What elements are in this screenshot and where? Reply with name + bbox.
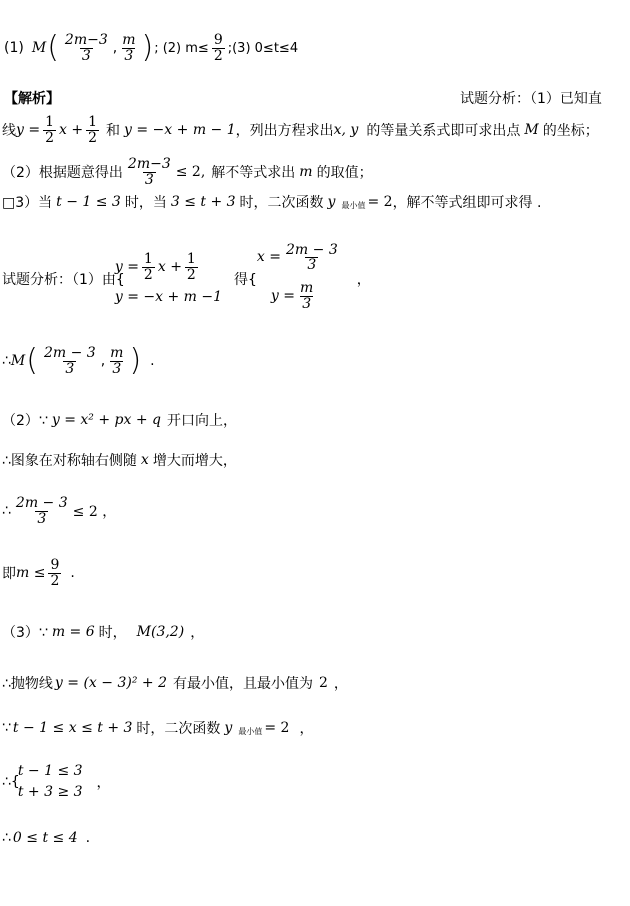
fraction: $\frac{2m-3}{3}$: [127, 155, 171, 188]
solution-2-line-3: ∴ $\frac{2m - 3}{3}$ ≤ 2 ，: [2, 494, 117, 527]
analysis-label: 【解析】: [4, 91, 60, 107]
fraction: $\frac{9}{2}$: [213, 31, 223, 64]
fraction: $\frac{m}{3}$: [300, 280, 314, 312]
fraction: $\frac{2m - 3}{3}$: [43, 344, 96, 377]
solution-2-line-4: 即 m ≤ $\frac{9}{2}$ .: [2, 556, 75, 589]
solution-system: x = $\frac{2m - 3}{3}$ y = $\frac{m}{3}$: [256, 241, 338, 312]
solution-1-system: 试题分析：（1）由{ y = $\frac{1}{2}$ x + $\frac{1}{2}$ y = −x + m −1 得{ x = $\frac{2m - 3}{3}$ y = $\frac{m}{3}$ ，: [2, 241, 371, 312]
fraction: $\frac{m}{3}$: [122, 31, 136, 64]
solution-3-line-3: ∵ t − 1 ≤ x ≤ t + 3 时，二次函数 y 最小值 = 2 ，: [2, 720, 314, 737]
fraction: $\frac{9}{2}$: [50, 556, 60, 589]
paren-right: ): [141, 30, 154, 65]
answer-part1-label: (1): [4, 40, 24, 56]
analysis-header: [4, 88, 60, 108]
solution-3-line-2: ∴抛物线 y = (x − 3)² + 2 有最小值，且最小值为 2 ，: [2, 675, 348, 692]
solution-3-line-1: （3）∵ m = 6 时， M(3,2) ，: [2, 624, 205, 641]
answer-part2: ; (2) m≤: [154, 40, 209, 56]
hint-line-2: （2）根据题意得出 $\frac{2m-3}{3}$ ≤ 2, 解不等式求出 m 的取值；: [2, 155, 373, 188]
paren-left: (: [26, 343, 38, 378]
solution-1-result: ∴ M ( $\frac{2m - 3}{3}$ , $\frac{m}{3}$ ) .: [2, 343, 155, 378]
answer-line: (1) M ( $\frac{2m-3}{3}$ , $\frac{m}{3}$ ) ; (2) m≤ $\frac{9}{2}$ ;(3) 0≤t≤4: [4, 30, 299, 65]
equation-system: y = $\frac{1}{2}$ x + $\frac{1}{2}$ y = −x + m −1: [114, 251, 222, 305]
fraction: $\frac{2m-3}{3}$: [64, 31, 108, 64]
hint-line-3: □3）当 t − 1 ≤ 3 时，当 3 ≤ t + 3 时，二次函数 y 最小值 = 2 ，解不等式组即可求得 .: [2, 194, 542, 211]
fraction: $\frac{1}{2}$: [186, 251, 196, 284]
fraction: $\frac{1}{2}$: [88, 113, 98, 146]
hint-line-1: 线 y = $\frac{1}{2}$ x + $\frac{1}{2}$ 和 y = −x + m − 1 ，列出方程求出 x, y 的等量关系式即可求出点 M 的坐标；: [2, 113, 599, 146]
inequality-system: t − 1 ≤ 3 t + 3 ≥ 3: [17, 763, 83, 800]
solution-2-line-2: ∴图象在对称轴右侧随 x 增大而增大，: [2, 452, 237, 469]
analysis-right: 试题分析：（1）已知直: [460, 91, 602, 107]
fraction: $\frac{2m - 3}{3}$: [286, 241, 338, 274]
paren-left: (: [47, 30, 59, 65]
fraction: $\frac{2m - 3}{3}$: [15, 494, 68, 527]
paren-right: ): [129, 343, 142, 378]
fraction: $\frac{1}{2}$: [143, 251, 153, 284]
point-M: M: [31, 40, 47, 56]
answer-part3: ;(3) 0≤t≤4: [227, 40, 299, 56]
fraction: $\frac{m}{3}$: [110, 344, 124, 377]
solution-2-line-1: （2）∵ y = x² + px + q 开口向上，: [2, 412, 237, 429]
solution-3-line-4: ∴{ t − 1 ≤ 3 t + 3 ≥ 3 ，: [2, 763, 111, 800]
solution-3-line-5: ∴ 0 ≤ t ≤ 4 .: [2, 830, 91, 846]
fraction: $\frac{1}{2}$: [45, 113, 55, 146]
